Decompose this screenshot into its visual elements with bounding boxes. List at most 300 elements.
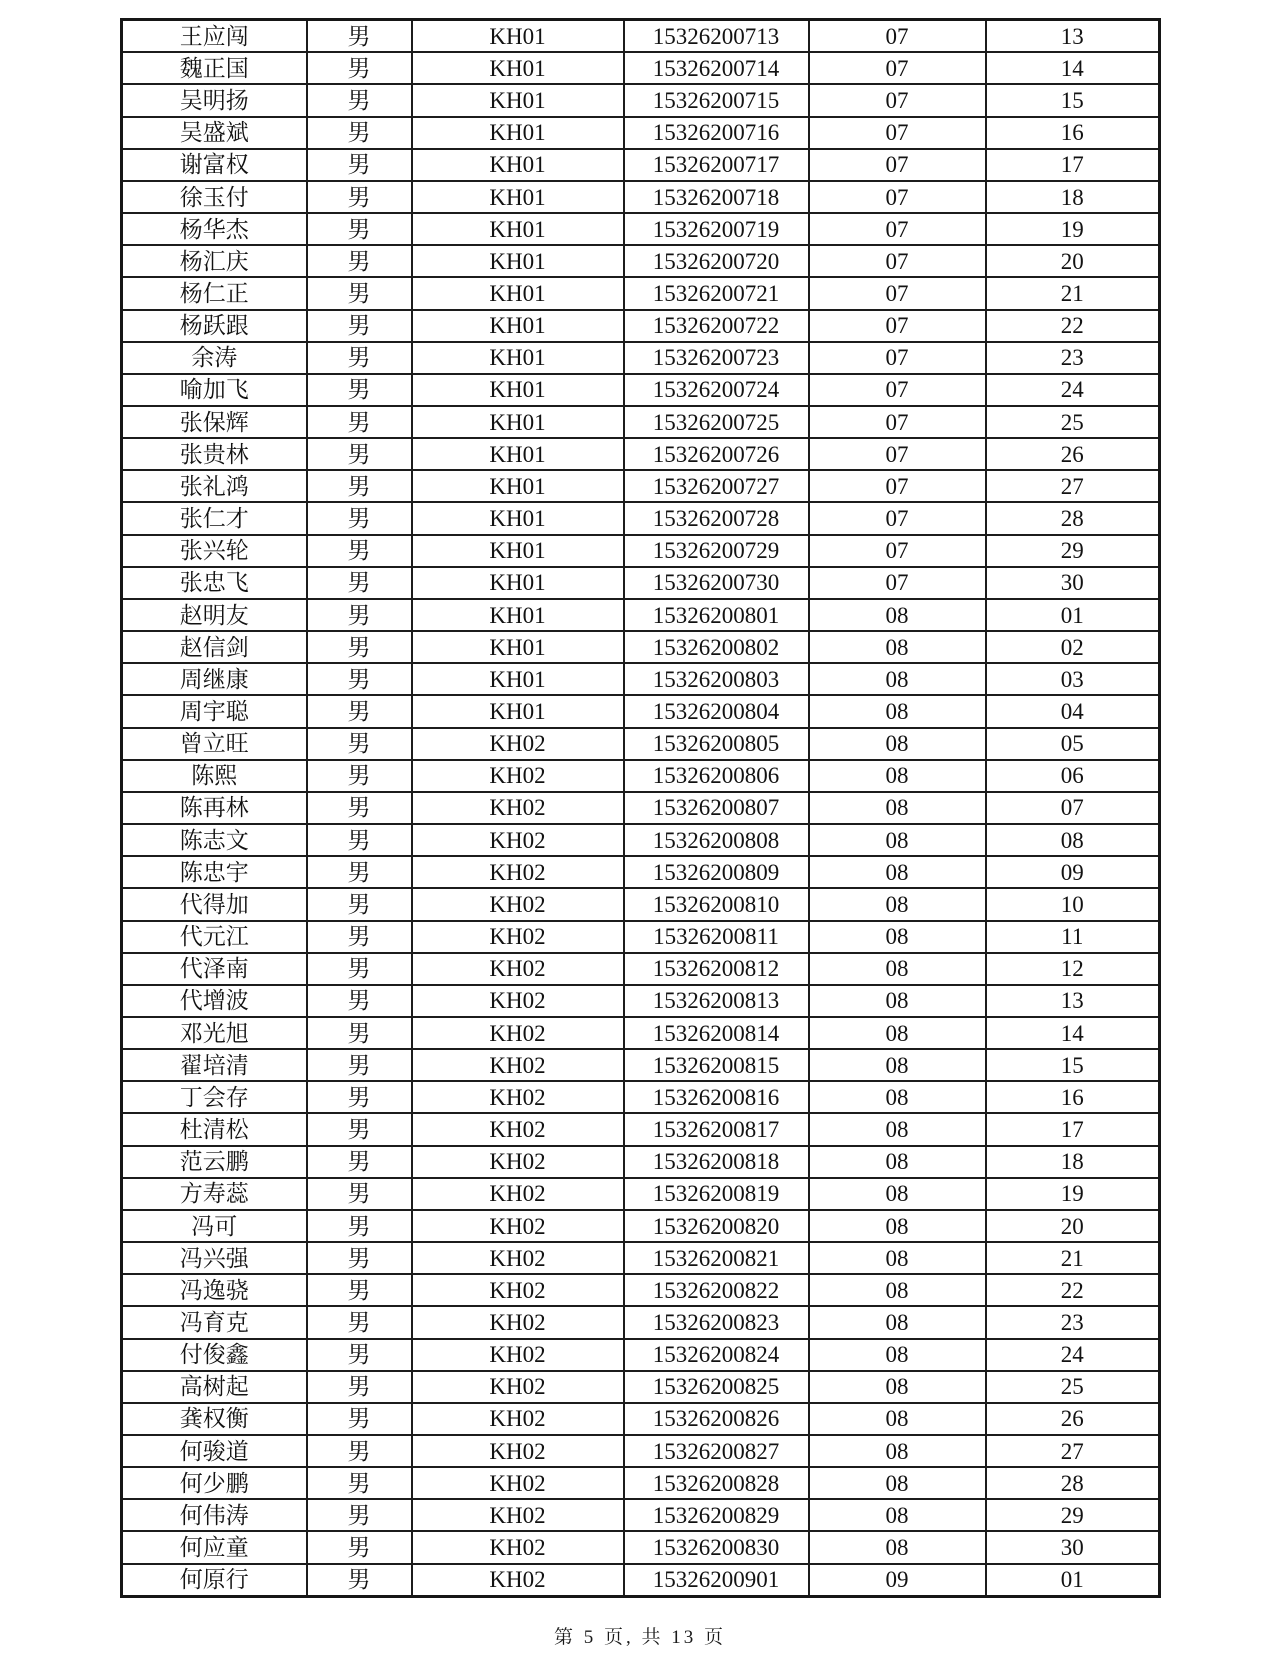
cell-exam-site: KH01 bbox=[412, 599, 624, 631]
cell-seat: 18 bbox=[986, 1146, 1160, 1178]
cell-session: 07 bbox=[809, 84, 986, 116]
cell-name: 周继康 bbox=[122, 663, 307, 695]
cell-session: 07 bbox=[809, 20, 986, 53]
cell-session: 08 bbox=[809, 824, 986, 856]
cell-gender: 男 bbox=[307, 1210, 412, 1242]
cell-ticket-number: 15326200829 bbox=[624, 1499, 809, 1531]
cell-session: 08 bbox=[809, 1435, 986, 1467]
table-row bbox=[122, 470, 1160, 502]
cell-name: 张保辉 bbox=[122, 406, 307, 438]
cell-name: 付俊鑫 bbox=[122, 1339, 307, 1371]
cell-name: 张仁才 bbox=[122, 502, 307, 534]
cell-ticket-number: 15326200728 bbox=[624, 502, 809, 534]
cell-gender: 男 bbox=[307, 1403, 412, 1435]
cell-name: 何少鹏 bbox=[122, 1467, 307, 1499]
cell-gender: 男 bbox=[307, 728, 412, 760]
cell-session: 08 bbox=[809, 1339, 986, 1371]
table-row bbox=[122, 856, 1160, 888]
cell-gender: 男 bbox=[307, 567, 412, 599]
cell-gender: 男 bbox=[307, 921, 412, 953]
cell-exam-site: KH01 bbox=[412, 84, 624, 116]
cell-ticket-number: 15326200820 bbox=[624, 1210, 809, 1242]
table-row bbox=[122, 1210, 1160, 1242]
cell-session: 08 bbox=[809, 792, 986, 824]
cell-name: 方寿蕊 bbox=[122, 1178, 307, 1210]
cell-gender: 男 bbox=[307, 1274, 412, 1306]
cell-gender: 男 bbox=[307, 1178, 412, 1210]
cell-exam-site: KH02 bbox=[412, 1146, 624, 1178]
cell-session: 08 bbox=[809, 1178, 986, 1210]
table-row bbox=[122, 1339, 1160, 1371]
cell-ticket-number: 15326200724 bbox=[624, 374, 809, 406]
cell-seat: 11 bbox=[986, 921, 1160, 953]
cell-session: 09 bbox=[809, 1564, 986, 1597]
table-row bbox=[122, 20, 1160, 53]
cell-ticket-number: 15326200720 bbox=[624, 245, 809, 277]
cell-name: 陈熙 bbox=[122, 760, 307, 792]
table-row bbox=[122, 695, 1160, 727]
table-row bbox=[122, 213, 1160, 245]
cell-session: 08 bbox=[809, 1242, 986, 1274]
cell-ticket-number: 15326200822 bbox=[624, 1274, 809, 1306]
cell-gender: 男 bbox=[307, 1242, 412, 1274]
cell-ticket-number: 15326200813 bbox=[624, 985, 809, 1017]
cell-gender: 男 bbox=[307, 792, 412, 824]
cell-exam-site: KH01 bbox=[412, 52, 624, 84]
table-row bbox=[122, 728, 1160, 760]
cell-exam-site: KH02 bbox=[412, 1178, 624, 1210]
table-row bbox=[122, 438, 1160, 470]
cell-session: 08 bbox=[809, 856, 986, 888]
cell-gender: 男 bbox=[307, 310, 412, 342]
table-row bbox=[122, 1049, 1160, 1081]
cell-name: 吴盛斌 bbox=[122, 117, 307, 149]
cell-gender: 男 bbox=[307, 470, 412, 502]
cell-name: 赵明友 bbox=[122, 599, 307, 631]
cell-ticket-number: 15326200722 bbox=[624, 310, 809, 342]
cell-name: 冯逸骁 bbox=[122, 1274, 307, 1306]
cell-ticket-number: 15326200827 bbox=[624, 1435, 809, 1467]
cell-name: 杨华杰 bbox=[122, 213, 307, 245]
cell-gender: 男 bbox=[307, 1081, 412, 1113]
cell-name: 代增波 bbox=[122, 985, 307, 1017]
cell-gender: 男 bbox=[307, 1146, 412, 1178]
table-row bbox=[122, 1081, 1160, 1113]
cell-exam-site: KH01 bbox=[412, 438, 624, 470]
cell-seat: 16 bbox=[986, 1081, 1160, 1113]
cell-exam-site: KH02 bbox=[412, 1564, 624, 1597]
cell-session: 07 bbox=[809, 213, 986, 245]
table-row bbox=[122, 1242, 1160, 1274]
cell-gender: 男 bbox=[307, 1371, 412, 1403]
cell-name: 张兴轮 bbox=[122, 535, 307, 567]
table-row bbox=[122, 1274, 1160, 1306]
cell-ticket-number: 15326200726 bbox=[624, 438, 809, 470]
cell-seat: 23 bbox=[986, 1306, 1160, 1338]
cell-exam-site: KH02 bbox=[412, 1210, 624, 1242]
cell-ticket-number: 15326200715 bbox=[624, 84, 809, 116]
cell-session: 07 bbox=[809, 277, 986, 309]
cell-name: 何原行 bbox=[122, 1564, 307, 1597]
table-row bbox=[122, 985, 1160, 1017]
cell-gender: 男 bbox=[307, 1467, 412, 1499]
cell-exam-site: KH02 bbox=[412, 1049, 624, 1081]
cell-exam-site: KH01 bbox=[412, 20, 624, 53]
cell-session: 08 bbox=[809, 695, 986, 727]
cell-name: 魏正国 bbox=[122, 52, 307, 84]
cell-name: 张贵林 bbox=[122, 438, 307, 470]
cell-exam-site: KH02 bbox=[412, 1081, 624, 1113]
cell-ticket-number: 15326200818 bbox=[624, 1146, 809, 1178]
cell-session: 08 bbox=[809, 1531, 986, 1563]
table-row bbox=[122, 406, 1160, 438]
cell-ticket-number: 15326200801 bbox=[624, 599, 809, 631]
cell-name: 高树起 bbox=[122, 1371, 307, 1403]
table-row bbox=[122, 792, 1160, 824]
table-row bbox=[122, 599, 1160, 631]
cell-seat: 09 bbox=[986, 856, 1160, 888]
cell-ticket-number: 15326200901 bbox=[624, 1564, 809, 1597]
cell-name: 陈志文 bbox=[122, 824, 307, 856]
cell-gender: 男 bbox=[307, 1306, 412, 1338]
cell-exam-site: KH01 bbox=[412, 470, 624, 502]
cell-gender: 男 bbox=[307, 663, 412, 695]
cell-exam-site: KH02 bbox=[412, 1531, 624, 1563]
cell-ticket-number: 15326200821 bbox=[624, 1242, 809, 1274]
cell-gender: 男 bbox=[307, 342, 412, 374]
cell-ticket-number: 15326200804 bbox=[624, 695, 809, 727]
cell-session: 07 bbox=[809, 245, 986, 277]
cell-session: 07 bbox=[809, 567, 986, 599]
cell-exam-site: KH01 bbox=[412, 406, 624, 438]
table-row bbox=[122, 888, 1160, 920]
table-row bbox=[122, 567, 1160, 599]
table-row bbox=[122, 374, 1160, 406]
cell-ticket-number: 15326200803 bbox=[624, 663, 809, 695]
cell-seat: 29 bbox=[986, 535, 1160, 567]
cell-gender: 男 bbox=[307, 1499, 412, 1531]
cell-session: 08 bbox=[809, 1146, 986, 1178]
cell-name: 陈再林 bbox=[122, 792, 307, 824]
cell-session: 08 bbox=[809, 631, 986, 663]
page-number-text: 第 5 页, 共 13 页 bbox=[553, 1627, 726, 1648]
cell-ticket-number: 15326200824 bbox=[624, 1339, 809, 1371]
cell-seat: 25 bbox=[986, 406, 1160, 438]
cell-gender: 男 bbox=[307, 20, 412, 53]
cell-session: 07 bbox=[809, 374, 986, 406]
table-row bbox=[122, 310, 1160, 342]
cell-exam-site: KH02 bbox=[412, 1339, 624, 1371]
cell-session: 07 bbox=[809, 535, 986, 567]
cell-name: 代得加 bbox=[122, 888, 307, 920]
cell-name: 冯兴强 bbox=[122, 1242, 307, 1274]
cell-name: 冯育克 bbox=[122, 1306, 307, 1338]
cell-session: 08 bbox=[809, 1274, 986, 1306]
cell-session: 08 bbox=[809, 1306, 986, 1338]
cell-seat: 24 bbox=[986, 374, 1160, 406]
cell-gender: 男 bbox=[307, 1113, 412, 1145]
cell-exam-site: KH02 bbox=[412, 728, 624, 760]
cell-gender: 男 bbox=[307, 1339, 412, 1371]
table-row bbox=[122, 663, 1160, 695]
cell-name: 丁会存 bbox=[122, 1081, 307, 1113]
table-row bbox=[122, 277, 1160, 309]
cell-session: 07 bbox=[809, 310, 986, 342]
cell-ticket-number: 15326200730 bbox=[624, 567, 809, 599]
cell-gender: 男 bbox=[307, 631, 412, 663]
table-row bbox=[122, 342, 1160, 374]
cell-seat: 17 bbox=[986, 1113, 1160, 1145]
cell-seat: 16 bbox=[986, 117, 1160, 149]
cell-seat: 30 bbox=[986, 1531, 1160, 1563]
table-row bbox=[122, 84, 1160, 116]
table-row bbox=[122, 502, 1160, 534]
cell-exam-site: KH01 bbox=[412, 181, 624, 213]
table-row bbox=[122, 117, 1160, 149]
table-row bbox=[122, 52, 1160, 84]
table-row bbox=[122, 149, 1160, 181]
cell-gender: 男 bbox=[307, 149, 412, 181]
cell-seat: 21 bbox=[986, 1242, 1160, 1274]
cell-ticket-number: 15326200719 bbox=[624, 213, 809, 245]
cell-ticket-number: 15326200802 bbox=[624, 631, 809, 663]
table-row bbox=[122, 824, 1160, 856]
cell-ticket-number: 15326200817 bbox=[624, 1113, 809, 1145]
cell-seat: 30 bbox=[986, 567, 1160, 599]
cell-exam-site: KH01 bbox=[412, 663, 624, 695]
cell-seat: 07 bbox=[986, 792, 1160, 824]
cell-session: 08 bbox=[809, 953, 986, 985]
cell-gender: 男 bbox=[307, 1435, 412, 1467]
cell-gender: 男 bbox=[307, 888, 412, 920]
cell-exam-site: KH02 bbox=[412, 1403, 624, 1435]
cell-seat: 14 bbox=[986, 1017, 1160, 1049]
cell-seat: 10 bbox=[986, 888, 1160, 920]
cell-seat: 27 bbox=[986, 1435, 1160, 1467]
cell-gender: 男 bbox=[307, 1017, 412, 1049]
cell-exam-site: KH01 bbox=[412, 117, 624, 149]
cell-seat: 15 bbox=[986, 1049, 1160, 1081]
cell-exam-site: KH01 bbox=[412, 374, 624, 406]
cell-ticket-number: 15326200805 bbox=[624, 728, 809, 760]
cell-seat: 13 bbox=[986, 20, 1160, 53]
cell-seat: 19 bbox=[986, 1178, 1160, 1210]
cell-name: 杨仁正 bbox=[122, 277, 307, 309]
table-row bbox=[122, 535, 1160, 567]
cell-session: 08 bbox=[809, 888, 986, 920]
cell-ticket-number: 15326200716 bbox=[624, 117, 809, 149]
cell-ticket-number: 15326200810 bbox=[624, 888, 809, 920]
cell-session: 07 bbox=[809, 52, 986, 84]
cell-session: 08 bbox=[809, 1499, 986, 1531]
cell-name: 喻加飞 bbox=[122, 374, 307, 406]
cell-exam-site: KH02 bbox=[412, 792, 624, 824]
cell-name: 翟培清 bbox=[122, 1049, 307, 1081]
cell-ticket-number: 15326200714 bbox=[624, 52, 809, 84]
cell-session: 07 bbox=[809, 181, 986, 213]
cell-gender: 男 bbox=[307, 438, 412, 470]
cell-seat: 29 bbox=[986, 1499, 1160, 1531]
cell-ticket-number: 15326200819 bbox=[624, 1178, 809, 1210]
cell-session: 08 bbox=[809, 1210, 986, 1242]
cell-seat: 22 bbox=[986, 310, 1160, 342]
cell-gender: 男 bbox=[307, 695, 412, 727]
table-row bbox=[122, 1306, 1160, 1338]
cell-session: 08 bbox=[809, 663, 986, 695]
cell-gender: 男 bbox=[307, 277, 412, 309]
cell-gender: 男 bbox=[307, 824, 412, 856]
cell-exam-site: KH02 bbox=[412, 953, 624, 985]
cell-exam-site: KH02 bbox=[412, 1274, 624, 1306]
cell-ticket-number: 15326200815 bbox=[624, 1049, 809, 1081]
cell-seat: 23 bbox=[986, 342, 1160, 374]
cell-seat: 01 bbox=[986, 599, 1160, 631]
table-row bbox=[122, 1467, 1160, 1499]
cell-seat: 18 bbox=[986, 181, 1160, 213]
cell-exam-site: KH02 bbox=[412, 888, 624, 920]
cell-exam-site: KH01 bbox=[412, 567, 624, 599]
cell-gender: 男 bbox=[307, 953, 412, 985]
cell-session: 08 bbox=[809, 1467, 986, 1499]
cell-exam-site: KH02 bbox=[412, 856, 624, 888]
cell-session: 08 bbox=[809, 1113, 986, 1145]
cell-session: 08 bbox=[809, 1049, 986, 1081]
table-row bbox=[122, 1403, 1160, 1435]
cell-exam-site: KH02 bbox=[412, 1306, 624, 1338]
table-row bbox=[122, 245, 1160, 277]
cell-gender: 男 bbox=[307, 181, 412, 213]
cell-name: 何应童 bbox=[122, 1531, 307, 1563]
cell-ticket-number: 15326200830 bbox=[624, 1531, 809, 1563]
cell-seat: 25 bbox=[986, 1371, 1160, 1403]
cell-seat: 17 bbox=[986, 149, 1160, 181]
cell-name: 张忠飞 bbox=[122, 567, 307, 599]
cell-gender: 男 bbox=[307, 502, 412, 534]
cell-seat: 08 bbox=[986, 824, 1160, 856]
table-row bbox=[122, 1564, 1160, 1597]
cell-seat: 01 bbox=[986, 1564, 1160, 1597]
cell-seat: 14 bbox=[986, 52, 1160, 84]
cell-exam-site: KH01 bbox=[412, 631, 624, 663]
cell-name: 杜清松 bbox=[122, 1113, 307, 1145]
cell-session: 07 bbox=[809, 117, 986, 149]
cell-gender: 男 bbox=[307, 52, 412, 84]
cell-exam-site: KH02 bbox=[412, 1242, 624, 1274]
cell-exam-site: KH01 bbox=[412, 342, 624, 374]
page-footer bbox=[0, 1622, 1280, 1649]
roster-table-body bbox=[122, 20, 1160, 1597]
cell-name: 邓光旭 bbox=[122, 1017, 307, 1049]
cell-seat: 06 bbox=[986, 760, 1160, 792]
cell-seat: 12 bbox=[986, 953, 1160, 985]
cell-exam-site: KH02 bbox=[412, 985, 624, 1017]
cell-exam-site: KH02 bbox=[412, 1467, 624, 1499]
cell-seat: 26 bbox=[986, 1403, 1160, 1435]
cell-name: 赵信剑 bbox=[122, 631, 307, 663]
cell-gender: 男 bbox=[307, 213, 412, 245]
cell-exam-site: KH01 bbox=[412, 502, 624, 534]
cell-name: 曾立旺 bbox=[122, 728, 307, 760]
cell-session: 08 bbox=[809, 1371, 986, 1403]
cell-exam-site: KH02 bbox=[412, 921, 624, 953]
cell-gender: 男 bbox=[307, 245, 412, 277]
cell-session: 08 bbox=[809, 985, 986, 1017]
cell-name: 代元江 bbox=[122, 921, 307, 953]
cell-ticket-number: 15326200725 bbox=[624, 406, 809, 438]
table-row bbox=[122, 1435, 1160, 1467]
cell-seat: 19 bbox=[986, 213, 1160, 245]
cell-gender: 男 bbox=[307, 1531, 412, 1563]
cell-exam-site: KH02 bbox=[412, 1499, 624, 1531]
cell-ticket-number: 15326200713 bbox=[624, 20, 809, 53]
cell-name: 冯可 bbox=[122, 1210, 307, 1242]
cell-seat: 04 bbox=[986, 695, 1160, 727]
cell-ticket-number: 15326200812 bbox=[624, 953, 809, 985]
cell-name: 杨跃跟 bbox=[122, 310, 307, 342]
cell-ticket-number: 15326200814 bbox=[624, 1017, 809, 1049]
cell-seat: 27 bbox=[986, 470, 1160, 502]
cell-seat: 26 bbox=[986, 438, 1160, 470]
table-row bbox=[122, 1146, 1160, 1178]
cell-name: 谢富权 bbox=[122, 149, 307, 181]
cell-gender: 男 bbox=[307, 599, 412, 631]
cell-session: 08 bbox=[809, 760, 986, 792]
cell-ticket-number: 15326200806 bbox=[624, 760, 809, 792]
cell-exam-site: KH02 bbox=[412, 1017, 624, 1049]
cell-name: 范云鹏 bbox=[122, 1146, 307, 1178]
cell-name: 王应闯 bbox=[122, 20, 307, 53]
cell-seat: 20 bbox=[986, 1210, 1160, 1242]
cell-exam-site: KH02 bbox=[412, 1371, 624, 1403]
cell-session: 07 bbox=[809, 149, 986, 181]
cell-seat: 03 bbox=[986, 663, 1160, 695]
cell-name: 徐玉付 bbox=[122, 181, 307, 213]
table-row bbox=[122, 1113, 1160, 1145]
table-row bbox=[122, 760, 1160, 792]
cell-session: 07 bbox=[809, 502, 986, 534]
cell-ticket-number: 15326200828 bbox=[624, 1467, 809, 1499]
cell-name: 陈忠宇 bbox=[122, 856, 307, 888]
cell-session: 07 bbox=[809, 342, 986, 374]
cell-gender: 男 bbox=[307, 374, 412, 406]
cell-gender: 男 bbox=[307, 406, 412, 438]
cell-ticket-number: 15326200826 bbox=[624, 1403, 809, 1435]
cell-ticket-number: 15326200723 bbox=[624, 342, 809, 374]
cell-seat: 28 bbox=[986, 502, 1160, 534]
cell-session: 07 bbox=[809, 470, 986, 502]
table-row bbox=[122, 1371, 1160, 1403]
candidate-roster-table bbox=[120, 18, 1161, 1598]
cell-exam-site: KH01 bbox=[412, 277, 624, 309]
cell-name: 代泽南 bbox=[122, 953, 307, 985]
cell-exam-site: KH01 bbox=[412, 213, 624, 245]
cell-exam-site: KH01 bbox=[412, 149, 624, 181]
cell-exam-site: KH01 bbox=[412, 245, 624, 277]
table-row bbox=[122, 1178, 1160, 1210]
cell-session: 08 bbox=[809, 921, 986, 953]
cell-name: 何伟涛 bbox=[122, 1499, 307, 1531]
cell-gender: 男 bbox=[307, 84, 412, 116]
cell-exam-site: KH02 bbox=[412, 1435, 624, 1467]
table-row bbox=[122, 1531, 1160, 1563]
cell-name: 余涛 bbox=[122, 342, 307, 374]
cell-gender: 男 bbox=[307, 117, 412, 149]
cell-gender: 男 bbox=[307, 985, 412, 1017]
cell-session: 08 bbox=[809, 1017, 986, 1049]
cell-session: 08 bbox=[809, 1403, 986, 1435]
cell-session: 08 bbox=[809, 599, 986, 631]
cell-exam-site: KH02 bbox=[412, 824, 624, 856]
